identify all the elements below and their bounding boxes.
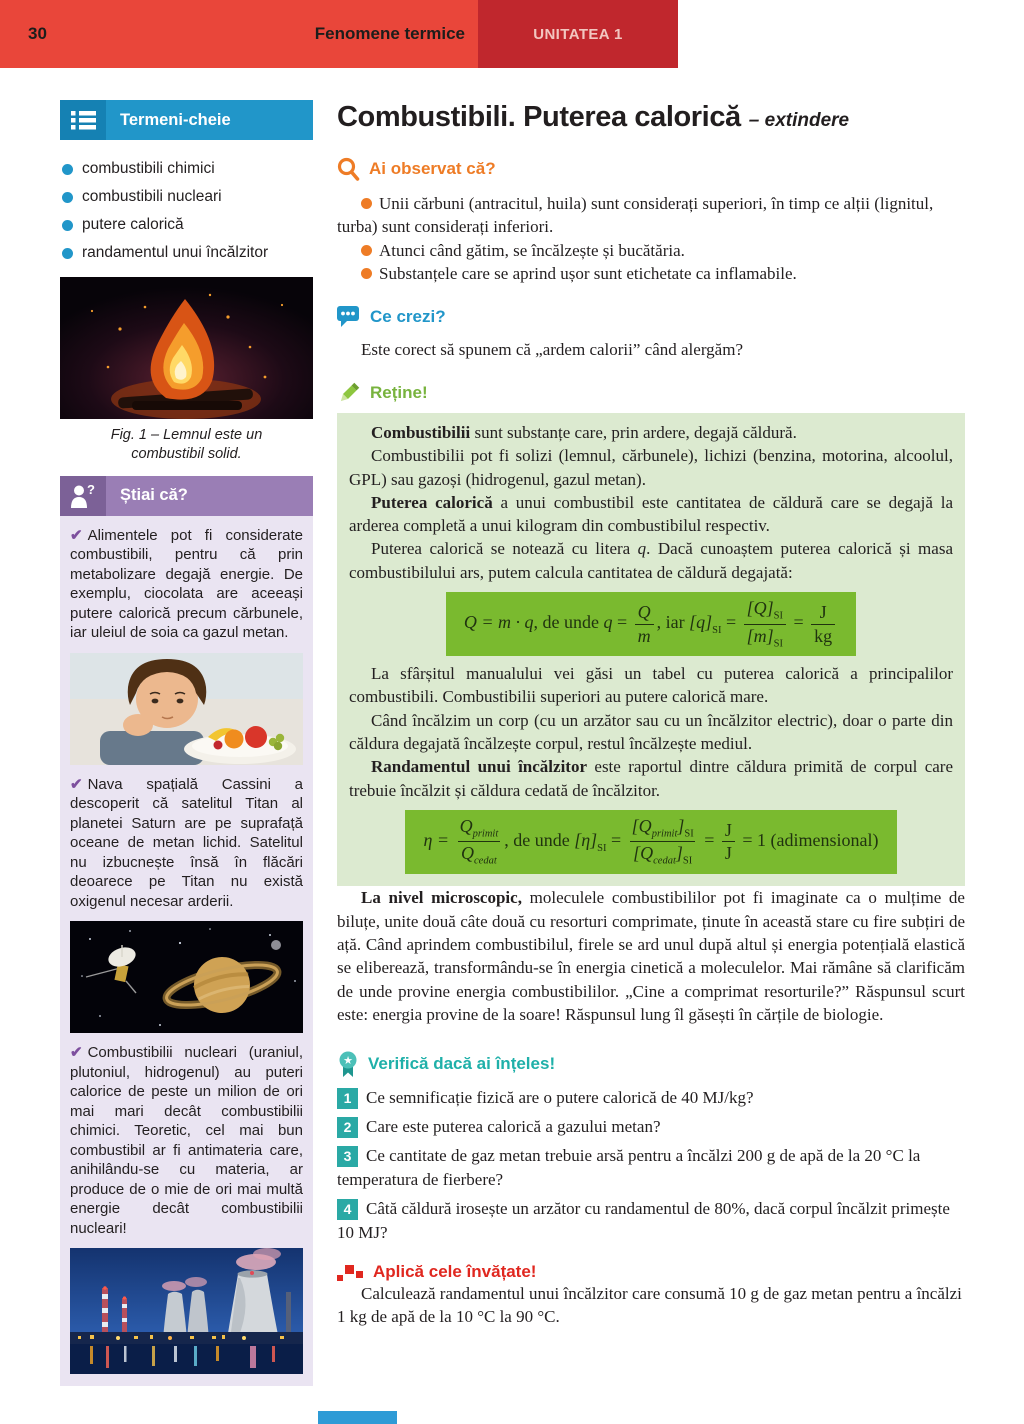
fraction-denominator: m xyxy=(635,624,654,646)
remember-box xyxy=(337,413,965,886)
remember-paragraph xyxy=(349,755,953,802)
question-item xyxy=(337,1144,965,1192)
fig-cassini-saturn-image xyxy=(70,921,303,1033)
key-term-label: putere calorică xyxy=(82,216,184,233)
fact-paragraph xyxy=(60,765,313,912)
page-number: 30 xyxy=(28,24,47,43)
fraction xyxy=(457,817,502,867)
remember-paragraph xyxy=(349,537,953,584)
page-content xyxy=(0,68,1024,1386)
svg-text:★: ★ xyxy=(343,1054,353,1068)
si-subscript: SI xyxy=(773,638,783,650)
section-check-header xyxy=(337,1051,965,1078)
lesson-title-suffix: – extindere xyxy=(748,110,850,131)
fig1-caption-line2: combustibil solid. xyxy=(131,445,242,462)
page-header xyxy=(0,0,1024,68)
si-subscript: SI xyxy=(597,842,607,854)
si-subscript: SI xyxy=(684,828,694,840)
formula-part: ] xyxy=(675,843,683,864)
bullet-dot-icon xyxy=(361,198,372,209)
question-number-badge: 1 xyxy=(337,1088,358,1109)
bullet-text: Unii cărbuni (antracitul, huila) sunt considerați superiori, în timp ce alții (lignitul, turba) sunt considerați inferiori. xyxy=(337,193,934,237)
fraction-denominator xyxy=(458,841,500,867)
fraction-denominator xyxy=(630,841,695,867)
formula-part: η = xyxy=(423,830,454,851)
list-item xyxy=(62,211,313,239)
section-apply-title: Aplică cele învățate! xyxy=(373,1261,537,1281)
subscript: primit xyxy=(472,828,499,840)
remember-paragraph: Combustibilii pot fi solizi (lemnul, cărbunele), lichizi (benzina, motorina, alcoolul, GPL) sau gazoși (hidrogenul, gazul metan). xyxy=(349,446,953,489)
fig1-bonfire-image xyxy=(60,277,313,419)
lesson-title xyxy=(337,102,965,133)
person-question-icon xyxy=(60,476,106,516)
remember-paragraph xyxy=(349,491,953,538)
formula-part: , de unde xyxy=(533,612,604,633)
bullet-dot-icon xyxy=(62,192,73,203)
subscript: cedat xyxy=(653,856,676,868)
check-questions xyxy=(337,1086,965,1246)
speech-bubble-icon xyxy=(337,306,361,328)
question-number-badge: 2 xyxy=(337,1117,358,1138)
term-lead: Puterea calorică xyxy=(371,492,493,512)
term-lead: Combustibilii xyxy=(371,423,471,442)
formula-efficiency xyxy=(405,810,896,874)
formula-part: = xyxy=(721,612,741,633)
formula-part: = xyxy=(699,830,719,851)
question-number-badge: 4 xyxy=(337,1199,358,1220)
fraction-denominator: J xyxy=(722,841,735,863)
question-item xyxy=(337,1197,965,1245)
did-you-know-box xyxy=(60,476,313,1387)
pencil-icon xyxy=(337,381,361,405)
formula-part: ] xyxy=(677,815,685,836)
check-icon: ✔ xyxy=(70,526,83,544)
subscript: primit xyxy=(651,828,678,840)
bullet-paragraph xyxy=(337,262,965,285)
badge-icon xyxy=(337,1051,359,1078)
list-icon xyxy=(60,100,106,140)
observed-bullets xyxy=(337,192,965,286)
bullet-paragraph xyxy=(337,239,965,262)
formula-part: [Q xyxy=(633,843,654,864)
bullet-text: Atunci când gătim, se încălzește și bucătăria. xyxy=(379,240,685,260)
formula-part: = xyxy=(612,612,632,633)
did-you-know-header xyxy=(60,476,313,516)
fraction-numerator: J xyxy=(819,601,827,622)
footer-accent-bar xyxy=(318,1411,397,1424)
section-think-title: Ce crezi? xyxy=(370,306,446,326)
chapter-title: Fenomene termice xyxy=(314,24,465,43)
si-subscript: SI xyxy=(682,856,693,868)
formula-calorific-power xyxy=(446,592,856,656)
paragraph-text: . Dacă cunoaștem puterea calorică și masa combustibilului ars, putem calcula cantitatea de căldură degajată: xyxy=(349,539,953,582)
fact-text: Alimentele pot fi considerate combustibili, pentru că prin metabolizare degajă energie. De exemplu, ciocolata are aceeași putere calorică precum cărbunele, iar uleiul de soia ca gazul metan. xyxy=(70,526,303,642)
paragraph-text: a unui combustibil este cantitatea de căldură care se degajă la arderea completă a unui kilogram din combustibilul respectiv. xyxy=(349,492,954,536)
unit-badge xyxy=(478,0,678,68)
key-terms-header xyxy=(60,100,313,140)
question-text: Ce cantitate de gaz metan trebuie arsă pentru a încălzi 200 g de apă de la 20 °C la temperatura de fierbere? xyxy=(337,1146,921,1190)
fraction-numerator: Q xyxy=(637,601,651,622)
think-question: Este corect să spunem că „ardem calorii” când alergăm? xyxy=(361,339,743,359)
paragraph-text: sunt substanțe care, prin ardere, degajă căldură. xyxy=(470,423,797,442)
formula-part: q xyxy=(603,612,613,633)
key-terms-title: Termeni-cheie xyxy=(120,110,231,129)
formula-part: , de unde xyxy=(504,830,575,851)
remember-paragraph: Când încălzim un corp (cu un arzător sau cu un încălzitor electric), doar o parte din căldura degajată încălzește corpul, restul încălzește mediul. xyxy=(349,710,953,754)
steps-squares-icon xyxy=(337,1262,364,1282)
fraction-denominator: kg xyxy=(811,624,835,646)
key-term-label: combustibili chimici xyxy=(82,160,215,177)
list-item xyxy=(62,155,313,183)
formula-part: [η] xyxy=(574,830,598,851)
fraction-denominator xyxy=(744,624,786,650)
list-item xyxy=(62,183,313,211)
check-icon: ✔ xyxy=(70,1044,83,1062)
apply-exercise-text: Calculează randamentul unui încălzitor care consumă 10 g de gaz metan pentru a încălzi 1 kg de apă de la 10 °C la 90 °C. xyxy=(337,1283,962,1327)
fig-boy-food-image xyxy=(70,653,303,765)
formula-part: [m] xyxy=(746,625,774,646)
bullet-paragraph xyxy=(337,192,965,239)
paragraph-text: moleculele combustibililor pot fi imaginate ca o mulțime de biluțe, unite două câte două cu resorturi comprimate, ținute în această stare cu fire subțiri de ață. Când aprindem combustibilul, firele se ard unul după altul și energia potențială elastică se eliberează, transformându-se în energia cinetică a moleculelor. Mai rămâne să clarificăm de unde provine energia combustibililor. „Cine a comprimat resorturile?” Răspunsul scurt este: energia provine de la soare! Răspunsul lung îl găsești în cărțile de biologie. xyxy=(337,888,965,1025)
formula-part: [Q xyxy=(631,815,652,836)
fraction-numerator xyxy=(744,599,786,624)
section-apply-header xyxy=(337,1262,965,1282)
fig1-caption xyxy=(66,426,307,464)
header-red-band xyxy=(0,0,478,68)
fraction xyxy=(635,603,654,646)
question-text: Câtă căldură irosește un arzător cu randamentul de 80%, dacă corpul încălzit primește 10 MJ? xyxy=(337,1199,950,1243)
formula-part: [q] xyxy=(689,612,713,633)
bullet-dot-icon xyxy=(62,164,73,175)
formula-part: = xyxy=(789,612,809,633)
key-terms-list xyxy=(62,155,313,267)
question-text: Care este puterea calorică a gazului metan? xyxy=(366,1116,661,1136)
bullet-dot-icon xyxy=(62,220,73,231)
sidebar xyxy=(60,100,313,1386)
formula-part: Q xyxy=(459,815,473,836)
bullet-dot-icon xyxy=(62,248,73,259)
magnifier-icon xyxy=(337,157,360,182)
did-you-know-title: Știai că? xyxy=(120,486,188,505)
fact-paragraph xyxy=(60,1033,313,1238)
symbol-q: q xyxy=(637,539,647,559)
microscopic-paragraph xyxy=(337,886,965,1027)
section-think-header xyxy=(337,306,965,328)
formula-part: = 1 (adimensional) xyxy=(737,830,879,851)
section-observed-title: Ai observat că? xyxy=(369,159,496,179)
section-observed-header xyxy=(337,157,965,182)
remember-paragraph xyxy=(349,421,953,444)
key-term-label: combustibili nucleari xyxy=(82,188,222,205)
lesson-title-text: Combustibili. Puterea calorică xyxy=(337,101,741,133)
paragraph-text: este raportul dintre căldura primită de corpul care trebuie încălzit și căldura cedată de încălzitor. xyxy=(349,757,953,800)
formula-part: Q xyxy=(461,843,475,864)
fraction xyxy=(811,603,835,646)
formula-part: = xyxy=(606,830,626,851)
check-icon: ✔ xyxy=(70,775,83,793)
question-text: Ce semnificație fizică are o putere calorică de 40 MJ/kg? xyxy=(366,1087,754,1107)
bullet-dot-icon xyxy=(361,268,372,279)
fraction-numerator: J xyxy=(724,819,732,840)
si-subscript: SI xyxy=(712,624,722,636)
fraction xyxy=(629,817,697,867)
question-item xyxy=(337,1115,965,1139)
key-term-label: randamentul unui încălzitor xyxy=(82,244,269,261)
section-remember-header xyxy=(337,381,965,405)
paragraph-text: Puterea calorică se notează cu litera xyxy=(371,539,638,559)
fact-text: Nava spațială Cassini a descoperit că satelitul Titan al planetei Saturn are pe suprafață oceane de metan lichid. Satelitul nu izbucnește însă în flăcări deoarece pe Titan nu există oxigenul necesar arderii. xyxy=(70,775,303,910)
section-remember-title: Reține! xyxy=(370,383,428,402)
fig-nuclear-plant-image xyxy=(70,1248,303,1374)
remember-paragraph: La sfârșitul manualului vei găsi un tabel cu puterea calorică a principalilor combustibili. Combustibilii superiori au putere calorică mare. xyxy=(349,664,953,707)
question-number-badge: 3 xyxy=(337,1146,358,1167)
list-item xyxy=(62,239,313,267)
bullet-dot-icon xyxy=(361,245,372,256)
si-subscript: SI xyxy=(773,610,783,622)
unit-label: UNITATEA 1 xyxy=(533,25,623,43)
fraction-numerator xyxy=(457,817,502,842)
fraction xyxy=(744,599,786,649)
section-check-title: Verifică dacă ai înțeles! xyxy=(368,1054,556,1074)
fraction xyxy=(722,821,735,864)
formula-part: [Q] xyxy=(746,597,774,618)
formula-part: Q = m · q xyxy=(463,612,534,633)
fact-paragraph xyxy=(60,516,313,643)
svg-text:?: ? xyxy=(86,483,95,498)
main-column xyxy=(337,100,965,1386)
fraction-numerator xyxy=(629,817,697,842)
fact-text: Combustibilii nucleari (uraniul, plutoniul, hidrogenul) au puteri calorice de peste un milion de ori mai mari decât combustibilii chimici. Teoretic, cel mai bun combustibil ar fi antimateria care, anihilându-se cu materia, ar produce de o mie de ori mai multă energie decât combustibilii nucleari! xyxy=(70,1044,303,1237)
subscript: cedat xyxy=(474,856,497,868)
fig1-caption-line1: Fig. 1 – Lemnul este un xyxy=(110,427,263,443)
paragraph-lead: La nivel microscopic, xyxy=(361,888,522,908)
formula-part: , iar xyxy=(656,612,690,633)
bullet-text: Substanțele care se aprind ușor sunt etichetate ca inflamabile. xyxy=(379,264,797,284)
term-lead: Randamentul unui încălzitor xyxy=(371,757,587,777)
question-item xyxy=(337,1086,965,1110)
